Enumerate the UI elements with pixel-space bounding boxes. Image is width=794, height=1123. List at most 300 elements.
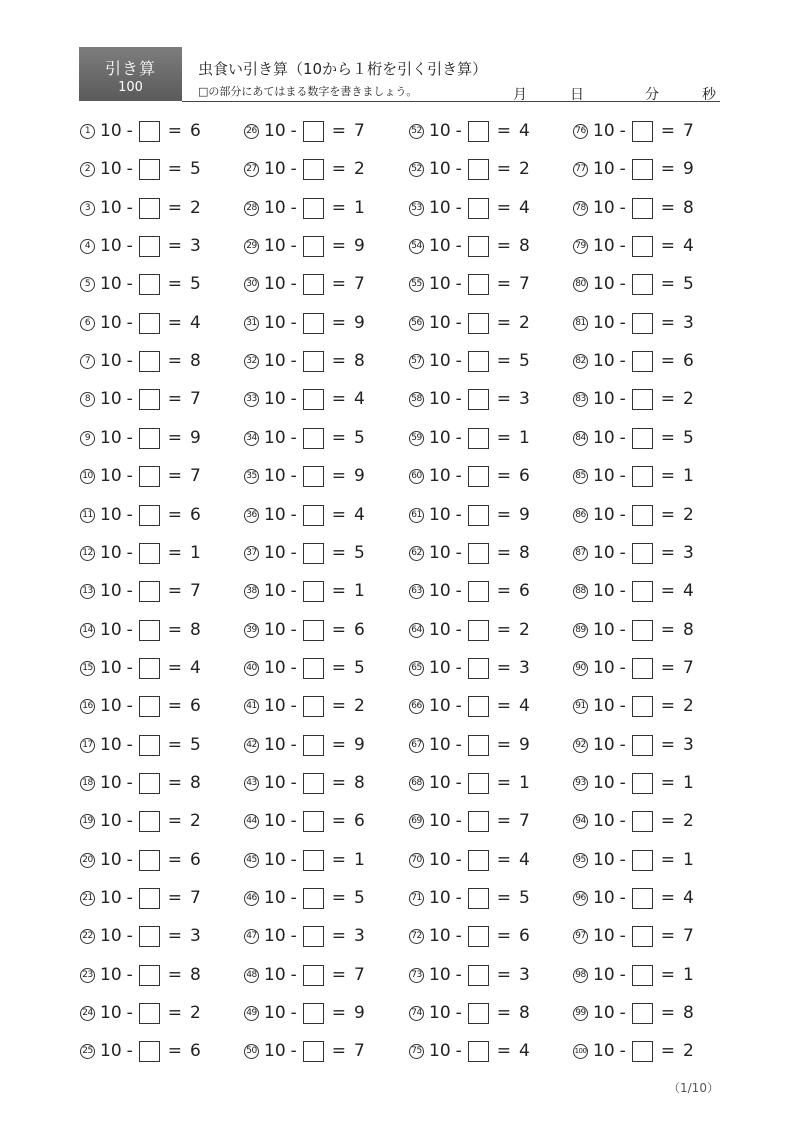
minuend: 10 xyxy=(100,773,122,793)
minuend: 10 xyxy=(100,389,122,409)
answer-box[interactable] xyxy=(303,274,324,295)
minuend: 10 xyxy=(429,274,451,294)
equals-sign: = xyxy=(660,121,676,141)
problem-number: 62 xyxy=(409,546,424,561)
answer-box[interactable] xyxy=(303,543,324,564)
answer-box[interactable] xyxy=(303,926,324,947)
minus-sign: - xyxy=(619,313,626,333)
answer-box[interactable] xyxy=(468,658,489,679)
minuend: 10 xyxy=(429,1041,451,1061)
answer-box[interactable] xyxy=(468,620,489,641)
answer-box[interactable] xyxy=(139,505,160,526)
answer-box[interactable] xyxy=(139,313,160,334)
answer-box[interactable] xyxy=(139,121,160,142)
problem-number: 29 xyxy=(244,239,259,254)
page-number: （1/10） xyxy=(668,1081,719,1095)
problem-item xyxy=(573,577,694,605)
answer-box[interactable] xyxy=(632,811,653,832)
answer-box[interactable] xyxy=(303,850,324,871)
problem-number: 80 xyxy=(573,277,588,292)
problem-item xyxy=(573,999,694,1027)
answer-box[interactable] xyxy=(139,735,160,756)
minus-sign: - xyxy=(455,274,462,294)
answer-box[interactable] xyxy=(303,888,324,909)
problem-number: 26 xyxy=(244,124,259,139)
problem-result: 1 xyxy=(683,965,694,985)
minus-sign: - xyxy=(619,466,626,486)
minus-sign: - xyxy=(619,274,626,294)
minuend: 10 xyxy=(593,1003,615,1023)
answer-box[interactable] xyxy=(303,658,324,679)
problem-result: 6 xyxy=(190,1041,201,1061)
problem-number: 10 xyxy=(80,469,95,484)
answer-box[interactable] xyxy=(632,658,653,679)
equals-sign: = xyxy=(331,965,347,985)
problem-result: 8 xyxy=(190,773,201,793)
equals-sign: = xyxy=(167,198,183,218)
answer-box[interactable] xyxy=(632,389,653,410)
answer-box[interactable] xyxy=(468,159,489,180)
minuend: 10 xyxy=(264,926,286,946)
answer-box[interactable] xyxy=(303,121,324,142)
equals-sign: = xyxy=(660,466,676,486)
answer-box[interactable] xyxy=(632,620,653,641)
answer-box[interactable] xyxy=(303,313,324,334)
equals-sign: = xyxy=(167,773,183,793)
problem-result: 4 xyxy=(519,696,530,716)
problem-result: 2 xyxy=(683,505,694,525)
problem-item xyxy=(80,232,201,260)
minus-sign: - xyxy=(619,236,626,256)
problem-item xyxy=(573,539,694,567)
equals-sign: = xyxy=(660,696,676,716)
answer-box[interactable] xyxy=(468,696,489,717)
problem-result: 6 xyxy=(190,505,201,525)
minuend: 10 xyxy=(593,121,615,141)
minuend: 10 xyxy=(593,965,615,985)
minuend: 10 xyxy=(429,351,451,371)
minuend: 10 xyxy=(429,888,451,908)
answer-box[interactable] xyxy=(632,850,653,871)
equals-sign: = xyxy=(660,811,676,831)
minus-sign: - xyxy=(126,926,133,946)
equals-sign: = xyxy=(331,1003,347,1023)
equals-sign: = xyxy=(496,351,512,371)
problem-item xyxy=(244,999,365,1027)
answer-box[interactable] xyxy=(468,811,489,832)
equals-sign: = xyxy=(331,121,347,141)
problem-result: 4 xyxy=(683,581,694,601)
problem-item xyxy=(573,884,694,912)
answer-box[interactable] xyxy=(632,735,653,756)
problem-item xyxy=(80,462,201,490)
answer-box[interactable] xyxy=(632,428,653,449)
answer-box[interactable] xyxy=(468,428,489,449)
answer-box[interactable] xyxy=(468,389,489,410)
answer-box[interactable] xyxy=(632,543,653,564)
minuend: 10 xyxy=(100,121,122,141)
answer-box[interactable] xyxy=(632,351,653,372)
problem-number: 54 xyxy=(409,239,424,254)
problem-number: 53 xyxy=(409,201,424,216)
answer-box[interactable] xyxy=(139,351,160,372)
minuend: 10 xyxy=(593,274,615,294)
answer-box[interactable] xyxy=(468,466,489,487)
minuend: 10 xyxy=(264,658,286,678)
minus-sign: - xyxy=(455,926,462,946)
problem-item xyxy=(244,462,365,490)
answer-box[interactable] xyxy=(303,389,324,410)
minuend: 10 xyxy=(100,735,122,755)
problem-item xyxy=(80,385,201,413)
problem-result: 5 xyxy=(519,888,530,908)
problem-result: 9 xyxy=(354,1003,365,1023)
answer-box[interactable] xyxy=(139,965,160,986)
answer-box[interactable] xyxy=(139,198,160,219)
problem-item xyxy=(409,232,530,260)
minuend: 10 xyxy=(593,198,615,218)
minus-sign: - xyxy=(455,1041,462,1061)
problem-item xyxy=(573,692,694,720)
minus-sign: - xyxy=(619,159,626,179)
badge-title: 引き算 xyxy=(104,59,156,78)
minuend: 10 xyxy=(429,198,451,218)
problem-item xyxy=(80,654,201,682)
answer-box[interactable] xyxy=(139,274,160,295)
problem-number: 27 xyxy=(244,162,259,177)
minus-sign: - xyxy=(126,696,133,716)
equals-sign: = xyxy=(496,926,512,946)
answer-box[interactable] xyxy=(632,159,653,180)
minus-sign: - xyxy=(619,735,626,755)
equals-sign: = xyxy=(496,466,512,486)
answer-box[interactable] xyxy=(139,773,160,794)
equals-sign: = xyxy=(167,236,183,256)
answer-box[interactable] xyxy=(632,965,653,986)
minus-sign: - xyxy=(126,121,133,141)
problem-item xyxy=(80,616,201,644)
problem-number: 56 xyxy=(409,316,424,331)
equals-sign: = xyxy=(331,351,347,371)
problem-result: 4 xyxy=(519,198,530,218)
answer-box[interactable] xyxy=(468,351,489,372)
answer-box[interactable] xyxy=(303,1003,324,1024)
equals-sign: = xyxy=(331,198,347,218)
minus-sign: - xyxy=(126,505,133,525)
answer-box[interactable] xyxy=(303,773,324,794)
answer-box[interactable] xyxy=(303,696,324,717)
problem-result: 4 xyxy=(190,658,201,678)
minus-sign: - xyxy=(126,274,133,294)
answer-box[interactable] xyxy=(468,773,489,794)
equals-sign: = xyxy=(496,1041,512,1061)
answer-box[interactable] xyxy=(303,620,324,641)
answer-box[interactable] xyxy=(303,198,324,219)
answer-box[interactable] xyxy=(468,121,489,142)
minus-sign: - xyxy=(126,159,133,179)
equals-sign: = xyxy=(167,965,183,985)
minus-sign: - xyxy=(619,505,626,525)
answer-box[interactable] xyxy=(632,581,653,602)
answer-box[interactable] xyxy=(468,505,489,526)
equals-sign: = xyxy=(660,428,676,448)
problem-result: 8 xyxy=(354,773,365,793)
answer-box[interactable] xyxy=(468,236,489,257)
minus-sign: - xyxy=(290,198,297,218)
answer-box[interactable] xyxy=(303,505,324,526)
problem-result: 5 xyxy=(354,428,365,448)
equals-sign: = xyxy=(167,121,183,141)
minuend: 10 xyxy=(264,428,286,448)
minuend: 10 xyxy=(429,121,451,141)
problem-item xyxy=(409,462,530,490)
answer-box[interactable] xyxy=(468,313,489,334)
minuend: 10 xyxy=(593,428,615,448)
equals-sign: = xyxy=(660,351,676,371)
minus-sign: - xyxy=(455,505,462,525)
minuend: 10 xyxy=(264,389,286,409)
problem-result: 4 xyxy=(354,505,365,525)
problem-result: 1 xyxy=(683,773,694,793)
minuend: 10 xyxy=(100,1003,122,1023)
minus-sign: - xyxy=(619,696,626,716)
answer-box[interactable] xyxy=(468,1041,489,1062)
answer-box[interactable] xyxy=(303,428,324,449)
problem-number: 96 xyxy=(573,891,588,906)
problem-item xyxy=(409,309,530,337)
problem-number: 90 xyxy=(573,661,588,676)
minus-sign: - xyxy=(126,543,133,563)
minuend: 10 xyxy=(264,620,286,640)
minuend: 10 xyxy=(593,658,615,678)
problem-number: 94 xyxy=(573,814,588,829)
answer-box[interactable] xyxy=(303,1041,324,1062)
problem-number: 32 xyxy=(244,354,259,369)
answer-box[interactable] xyxy=(632,696,653,717)
problem-number: 33 xyxy=(244,392,259,407)
answer-box[interactable] xyxy=(139,466,160,487)
problem-item xyxy=(573,501,694,529)
answer-box[interactable] xyxy=(468,735,489,756)
answer-box[interactable] xyxy=(468,543,489,564)
minus-sign: - xyxy=(290,121,297,141)
problem-number: 58 xyxy=(409,392,424,407)
minuend: 10 xyxy=(264,159,286,179)
equals-sign: = xyxy=(331,696,347,716)
problem-result: 6 xyxy=(354,620,365,640)
minuend: 10 xyxy=(429,313,451,333)
answer-box[interactable] xyxy=(139,811,160,832)
answer-box[interactable] xyxy=(632,236,653,257)
answer-box[interactable] xyxy=(632,505,653,526)
problem-result: 7 xyxy=(683,658,694,678)
problem-result: 3 xyxy=(519,658,530,678)
answer-box[interactable] xyxy=(632,466,653,487)
equals-sign: = xyxy=(660,965,676,985)
answer-box[interactable] xyxy=(632,121,653,142)
problem-number: 97 xyxy=(573,929,588,944)
problem-number: 83 xyxy=(573,392,588,407)
answer-box[interactable] xyxy=(139,543,160,564)
answer-box[interactable] xyxy=(139,850,160,871)
problem-number: 88 xyxy=(573,584,588,599)
minuend: 10 xyxy=(593,159,615,179)
minuend: 10 xyxy=(264,1041,286,1061)
equals-sign: = xyxy=(331,773,347,793)
minuend: 10 xyxy=(264,236,286,256)
minus-sign: - xyxy=(290,1003,297,1023)
answer-box[interactable] xyxy=(303,466,324,487)
problem-number: 20 xyxy=(80,853,95,868)
equals-sign: = xyxy=(496,888,512,908)
answer-box[interactable] xyxy=(303,581,324,602)
answer-box[interactable] xyxy=(468,274,489,295)
minuend: 10 xyxy=(100,236,122,256)
answer-box[interactable] xyxy=(632,888,653,909)
minus-sign: - xyxy=(455,389,462,409)
problem-item xyxy=(573,385,694,413)
answer-box[interactable] xyxy=(139,236,160,257)
minuend: 10 xyxy=(264,198,286,218)
problem-item xyxy=(80,347,201,375)
answer-box[interactable] xyxy=(468,581,489,602)
problem-item xyxy=(409,692,530,720)
problem-result: 5 xyxy=(190,274,201,294)
equals-sign: = xyxy=(660,274,676,294)
problem-number: 59 xyxy=(409,431,424,446)
answer-box[interactable] xyxy=(632,773,653,794)
problem-item xyxy=(409,922,530,950)
answer-box[interactable] xyxy=(139,888,160,909)
minus-sign: - xyxy=(619,351,626,371)
minuend: 10 xyxy=(593,313,615,333)
problem-result: 7 xyxy=(190,581,201,601)
answer-box[interactable] xyxy=(303,811,324,832)
answer-box[interactable] xyxy=(139,696,160,717)
problem-result: 3 xyxy=(683,313,694,333)
answer-box[interactable] xyxy=(632,198,653,219)
answer-box[interactable] xyxy=(303,236,324,257)
answer-box[interactable] xyxy=(468,926,489,947)
answer-box[interactable] xyxy=(139,1003,160,1024)
problem-item xyxy=(573,424,694,452)
problem-result: 7 xyxy=(354,121,365,141)
problem-item xyxy=(80,999,201,1027)
minus-sign: - xyxy=(126,351,133,371)
problem-number: 43 xyxy=(244,776,259,791)
minuend: 10 xyxy=(100,543,122,563)
problem-item xyxy=(244,922,365,950)
equals-sign: = xyxy=(660,1003,676,1023)
problem-number: 77 xyxy=(573,162,588,177)
problem-result: 2 xyxy=(190,1003,201,1023)
problem-result: 5 xyxy=(683,428,694,448)
problem-number: 7 xyxy=(80,354,95,369)
minus-sign: - xyxy=(290,965,297,985)
answer-box[interactable] xyxy=(139,159,160,180)
problem-item xyxy=(244,731,365,759)
minus-sign: - xyxy=(290,236,297,256)
minuend: 10 xyxy=(593,620,615,640)
answer-box[interactable] xyxy=(303,965,324,986)
problem-number: 69 xyxy=(409,814,424,829)
problem-result: 6 xyxy=(519,581,530,601)
problem-result: 5 xyxy=(683,274,694,294)
answer-box[interactable] xyxy=(139,428,160,449)
problem-item xyxy=(409,347,530,375)
answer-box[interactable] xyxy=(139,1041,160,1062)
problem-item xyxy=(573,616,694,644)
problem-item xyxy=(573,155,694,183)
equals-sign: = xyxy=(496,274,512,294)
equals-sign: = xyxy=(660,888,676,908)
answer-box[interactable] xyxy=(139,658,160,679)
problem-number: 35 xyxy=(244,469,259,484)
problem-number: 2 xyxy=(80,162,95,177)
answer-box[interactable] xyxy=(468,965,489,986)
worksheet-instruction: □の部分にあてはまる数字を書きましょう。 xyxy=(198,85,418,98)
equals-sign: = xyxy=(660,505,676,525)
answer-box[interactable] xyxy=(632,1003,653,1024)
problem-result: 6 xyxy=(190,850,201,870)
minuend: 10 xyxy=(429,159,451,179)
answer-box[interactable] xyxy=(632,313,653,334)
answer-box[interactable] xyxy=(139,581,160,602)
minus-sign: - xyxy=(619,198,626,218)
answer-box[interactable] xyxy=(303,735,324,756)
problem-item xyxy=(80,309,201,337)
problem-number: 23 xyxy=(80,968,95,983)
answer-box[interactable] xyxy=(632,274,653,295)
minus-sign: - xyxy=(455,351,462,371)
answer-box[interactable] xyxy=(303,159,324,180)
problem-result: 7 xyxy=(519,274,530,294)
answer-box[interactable] xyxy=(468,850,489,871)
problem-result: 7 xyxy=(519,811,530,831)
answer-box[interactable] xyxy=(303,351,324,372)
minuend: 10 xyxy=(429,811,451,831)
answer-box[interactable] xyxy=(468,888,489,909)
answer-box[interactable] xyxy=(139,389,160,410)
answer-box[interactable] xyxy=(139,620,160,641)
problem-item xyxy=(409,270,530,298)
minus-sign: - xyxy=(455,658,462,678)
problem-result: 5 xyxy=(519,351,530,371)
problem-result: 7 xyxy=(354,1041,365,1061)
answer-box[interactable] xyxy=(632,926,653,947)
problem-result: 3 xyxy=(683,543,694,563)
answer-box[interactable] xyxy=(468,1003,489,1024)
problem-result: 2 xyxy=(683,389,694,409)
equals-sign: = xyxy=(331,466,347,486)
equals-sign: = xyxy=(331,735,347,755)
problem-result: 8 xyxy=(683,198,694,218)
equals-sign: = xyxy=(331,236,347,256)
minuend: 10 xyxy=(100,313,122,333)
answer-box[interactable] xyxy=(468,198,489,219)
minus-sign: - xyxy=(619,428,626,448)
problem-number: 31 xyxy=(244,316,259,331)
answer-box[interactable] xyxy=(632,1041,653,1062)
minus-sign: - xyxy=(619,581,626,601)
problem-item xyxy=(244,501,365,529)
answer-box[interactable] xyxy=(139,926,160,947)
problem-item xyxy=(573,309,694,337)
minus-sign: - xyxy=(126,965,133,985)
problem-number: 72 xyxy=(409,929,424,944)
equals-sign: = xyxy=(660,773,676,793)
problem-result: 1 xyxy=(354,198,365,218)
